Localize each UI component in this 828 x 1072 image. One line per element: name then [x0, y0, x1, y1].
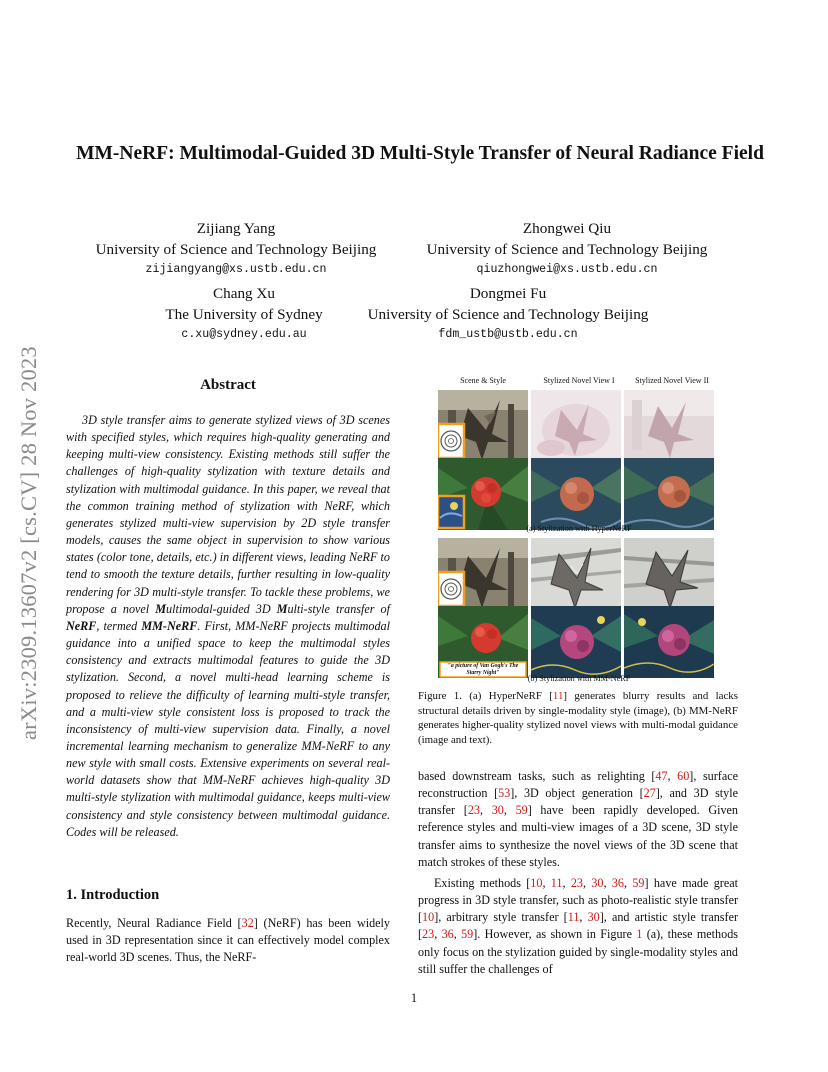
author-name: Chang Xu [212, 285, 275, 302]
citation-link[interactable]: 59 [632, 875, 645, 890]
right-column-body [418, 768, 738, 978]
scene-image-flower [438, 606, 528, 678]
citation-link[interactable]: 59 [515, 803, 528, 818]
paper-title: MM-NeRF: Multimodal-Guided 3D Multi-Style Transfer of Neural Radiance Field [76, 143, 764, 164]
arxiv-identifier-stamp: arXiv:2309.13607v2 [cs.CV] 28 Nov 2023 [16, 346, 41, 740]
citation-link[interactable]: 10 [530, 875, 543, 890]
citation-link[interactable]: 30 [587, 910, 600, 925]
citation-link[interactable]: 11 [567, 910, 580, 925]
citation-link[interactable]: 59 [461, 927, 474, 942]
figure-column-header: Stylized Novel View II [635, 376, 709, 385]
citation-link[interactable]: 36 [611, 875, 624, 890]
author-email[interactable]: zijiangyang@xs.ustb.edu.cn [145, 263, 327, 276]
abstract-paragraph: 3D style transfer aims to generate stylized views of 3D scenes with specified styles, which requires high-quality generating and keeping multi-view consistency. Existing methods still suffer the challenges of high-quality stylization with texture details and stylization with multimodal guidance. In this paper, we reveal that the common training method of stylization with NeRF, which generates stylized multi-view supervision by 2D style transfer models, causes the same object in supervision to show various states (color tone, details, etc.) in different views, leading NeRF to tend to smooth the texture details, further resulting in low-quality rendering for 3D multi-style transfer. To tackle these problems, we propose a novel Multimodal-guided 3D Multi-style transfer of NeRF, termed MM-NeRF. First, MM-NeRF projects multimodal guidance into a unified space to keep the multimodal styles consistency and extracts multimodal features to guide the 3D stylization. Second, a novel multi-head learning scheme is proposed to relieve the difficulty of learning multi-style transfer, and a multi-view style consistent loss is proposed to track the inconsistency of multi-view supervision data. Finally, a novel incremental learning mechanism to generalize MM-NeRF to any new style with small costs. Extensive experiments on several real-world datasets show that MM-NeRF achieves high-quality 3D multi-style stylization with multimodal guidance, keeps multi-view consistency and style consistency between multimodal guidance. Codes will be released. [66, 413, 390, 839]
figure-column-header: Scene & Style [460, 376, 506, 385]
citation-link[interactable]: 36 [441, 927, 454, 942]
citation-link[interactable]: 23 [422, 927, 435, 942]
style-reference-swatch [438, 424, 464, 458]
citation-link[interactable]: 11 [550, 875, 563, 890]
figure-reference-link[interactable]: 1 [636, 927, 643, 942]
scene-image-trex [438, 538, 528, 610]
citation-link[interactable]: 27 [643, 786, 656, 801]
style-reference-swatch [438, 572, 464, 606]
stylized-view-sharp [531, 538, 621, 610]
author-block-2 [414, 218, 720, 280]
citation-link[interactable]: 53 [498, 786, 511, 801]
stylized-view-sharp [624, 538, 714, 610]
author-affiliation: The University of Sydney [165, 306, 323, 323]
citation-link[interactable]: 30 [491, 803, 504, 818]
citation-link[interactable]: 23 [570, 875, 583, 890]
introduction-body [66, 915, 390, 966]
citation-link[interactable]: 30 [591, 875, 604, 890]
scene-image-trex [438, 390, 528, 462]
stylized-view-flower [624, 458, 714, 530]
figure-column-header: Stylized Novel View I [543, 376, 615, 385]
author-name: Zhongwei Qiu [522, 220, 612, 237]
citation-link[interactable]: 11 [552, 690, 564, 702]
body-paragraph: Existing methods [10, 11, 23, 30, 36, 59] have made great progress in 3D style transfer, such as photo-realistic style transfer [10], arbitrary style transfer [11, 30], and artistic style transfer [23, 36, 59]. However, as shown in Figure 1 (a), these methods only focus on the stylization guided by single-modality styles and still suffer the challenges of [418, 875, 738, 976]
author-block-3 [138, 283, 350, 345]
author-name: Zijiang Yang [196, 220, 276, 237]
author-email[interactable]: c.xu@sydney.edu.au [181, 328, 307, 341]
abstract-heading: Abstract [200, 377, 256, 393]
introduction-heading: 1. Introduction [66, 887, 160, 903]
citation-link[interactable]: 10 [422, 910, 435, 925]
stylized-view-blurry [531, 390, 621, 462]
stylized-view-blurry [624, 390, 714, 462]
citation-link[interactable]: 32 [241, 916, 254, 930]
citation-link[interactable]: 47 [655, 769, 668, 783]
author-name: Dongmei Fu [469, 285, 547, 302]
page-number: 1 [410, 991, 418, 1005]
figure-caption: Figure 1. (a) HyperNeRF [11] generates blurry results and lacks structural details driven by single-modality style (image), (b) MM-NeRF generates higher-quality stylized novel views with multi-modal guidance (image and text). [418, 690, 738, 746]
author-affiliation: University of Science and Technology Beijing [426, 241, 708, 258]
citation-link[interactable]: 23 [467, 803, 480, 818]
author-affiliation: University of Science and Technology Beijing [95, 241, 377, 258]
abstract-body [66, 412, 390, 841]
stylized-view-flower [531, 458, 621, 530]
author-email[interactable]: qiuzhongwei@xs.ustb.edu.cn [476, 263, 658, 276]
text-style-prompt: "a picture of Van Gogh's The Starry Night" [447, 663, 519, 676]
stylized-view-flower [531, 606, 621, 678]
figure-subcaption-a: (a) Stylization with HyperNeRF [526, 524, 632, 533]
scene-image-flower [438, 458, 528, 530]
author-affiliation: University of Science and Technology Beijing [367, 306, 649, 323]
stylized-view-flower [624, 606, 714, 678]
figure-subcaption-b: (b) Stylization with MM-NeRF [527, 674, 631, 683]
body-paragraph: based downstream tasks, such as relighting [47, 60], surface reconstruction [53], 3D object generation [27], and 3D style transfer [23, 30, 59] have been rapidly developed. Given reference styles and multi-view images of a 3D scene, 3D style transfer aims to synthesize the novel views of the 3D scene that match strokes of these styles. [418, 769, 739, 869]
citation-link[interactable]: 60 [677, 769, 690, 783]
author-block-4 [356, 283, 660, 345]
introduction-paragraph: Recently, Neural Radiance Field [32] (NeRF) has been widely used in 3D representation since it can effectively model complex real-world 3D scenes. Thus, the NeRF- [66, 916, 391, 965]
author-block-1 [86, 218, 386, 280]
author-email[interactable]: fdm_ustb@ustb.edu.cn [438, 328, 578, 341]
